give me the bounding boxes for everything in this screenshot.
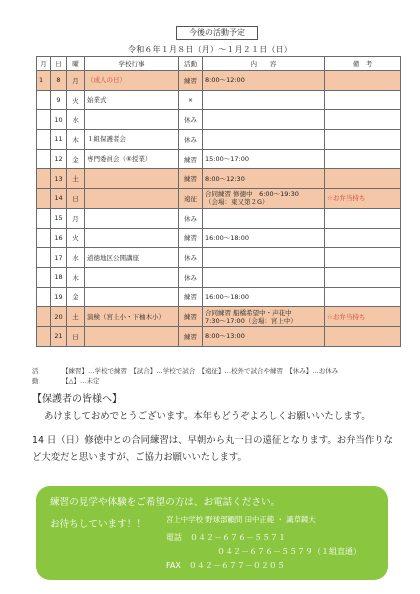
cell-month xyxy=(37,208,51,228)
cell-detail xyxy=(203,130,325,150)
cell-event: 演検（宮上小・下柚木小） xyxy=(85,307,179,327)
contact-tel-1 xyxy=(166,532,286,543)
cell-dow: 木 xyxy=(67,130,85,150)
cell-month xyxy=(37,228,51,248)
legend-label: 活 動 xyxy=(32,367,45,385)
contact-welcome: お待ちしています！！ xyxy=(50,519,146,530)
cell-date: 19 xyxy=(51,287,67,307)
cell-detail xyxy=(203,326,325,346)
cell-dow: 日 xyxy=(67,189,85,209)
cell-activity: 練習 xyxy=(179,326,203,346)
cell-date: 9 xyxy=(51,90,67,110)
table-row xyxy=(37,149,401,169)
table-row xyxy=(37,307,401,327)
cell-activity: 練習 xyxy=(179,287,203,307)
cell-detail xyxy=(203,110,325,130)
cell-dow: 日 xyxy=(67,326,85,346)
table-row xyxy=(37,248,401,268)
detail-line: 8:00～12:00 xyxy=(205,76,245,85)
cell-date: 17 xyxy=(51,248,67,268)
detail-line: 7:30～17:00（会場：宮上中） xyxy=(205,316,297,325)
cell-month xyxy=(37,90,51,110)
cell-event xyxy=(85,110,179,130)
table-row xyxy=(37,267,401,287)
cell-event: 始業式 xyxy=(85,90,179,110)
col-dow: 曜 xyxy=(67,57,85,71)
cell-event xyxy=(85,169,179,189)
cell-event: 専門委員会（⑥授業） xyxy=(85,149,179,169)
cell-event xyxy=(85,189,179,209)
cell-remarks xyxy=(325,71,401,91)
detail-line: 合同練習 船橋希望中・声花中 xyxy=(205,308,292,317)
cell-dow: 木 xyxy=(67,267,85,287)
cell-date: 18 xyxy=(51,267,67,287)
detail-line: 8:00～12:30 xyxy=(205,174,245,183)
col-event: 学校行事 xyxy=(85,57,179,71)
cell-dow: 水 xyxy=(67,248,85,268)
cell-remarks xyxy=(325,326,401,346)
cell-activity: 休み xyxy=(179,130,203,150)
cell-dow: 火 xyxy=(67,228,85,248)
cell-detail xyxy=(203,169,325,189)
table-row xyxy=(37,90,401,110)
cell-activity: 休み xyxy=(179,248,203,268)
col-month: 月 xyxy=(37,57,51,71)
col-date: 日 xyxy=(51,57,67,71)
cell-remarks xyxy=(325,287,401,307)
tel-number-1: ０４２－６７６－５５７１ xyxy=(190,533,286,542)
cell-remarks xyxy=(325,149,401,169)
guardian-heading: 【保護者の皆様へ】 xyxy=(32,394,122,405)
cell-activity: 練習 xyxy=(179,169,203,189)
cell-month xyxy=(37,149,51,169)
cell-date: 10 xyxy=(51,110,67,130)
cell-activity: 練習 xyxy=(179,149,203,169)
cell-dow: 金 xyxy=(67,149,85,169)
cell-remarks xyxy=(325,228,401,248)
detail-line: 16:00～18:00 xyxy=(205,233,249,242)
cell-month xyxy=(37,307,51,327)
table-row xyxy=(37,169,401,189)
cell-date: 15 xyxy=(51,208,67,228)
cell-month xyxy=(37,169,51,189)
detail-line: 8:00～13:00 xyxy=(205,332,245,341)
cell-activity: 休み xyxy=(179,110,203,130)
col-detail: 内 容 xyxy=(203,57,325,71)
cell-date: 13 xyxy=(51,169,67,189)
cell-date: 11 xyxy=(51,130,67,150)
cell-month xyxy=(37,189,51,209)
table-row xyxy=(37,287,401,307)
cell-dow: 土 xyxy=(67,307,85,327)
cell-date: 20 xyxy=(51,307,67,327)
contact-fax xyxy=(166,560,285,571)
cell-activity: 練習 xyxy=(179,228,203,248)
table-row xyxy=(37,130,401,150)
table-row xyxy=(37,326,401,346)
cell-remarks xyxy=(325,267,401,287)
cell-remarks xyxy=(325,169,401,189)
cell-detail xyxy=(203,287,325,307)
cell-detail xyxy=(203,71,325,91)
cell-activity: 練習 xyxy=(179,71,203,91)
cell-month xyxy=(37,248,51,268)
cell-remarks xyxy=(325,208,401,228)
legend-line-1: 【練習】…学校で練習 【試合】…学校で試合 【遠征】…校外で試合や練習 【休み】…お休み xyxy=(62,367,339,375)
cell-activity: × xyxy=(179,90,203,110)
detail-line: 合同練習 修徳中 6:00～19:30 xyxy=(205,190,299,199)
cell-date: 8 xyxy=(51,71,67,91)
cell-detail xyxy=(203,307,325,327)
cell-activity: 休み xyxy=(179,208,203,228)
tel-number-2: ０４２－６７６－５５７９（１組直通） xyxy=(217,547,361,556)
cell-dow: 火 xyxy=(67,90,85,110)
cell-month xyxy=(37,110,51,130)
cell-date: 14 xyxy=(51,189,67,209)
cell-dow: 月 xyxy=(67,208,85,228)
cell-detail xyxy=(203,228,325,248)
cell-remarks: ☆お弁当持ち xyxy=(325,307,401,327)
cell-remarks xyxy=(325,130,401,150)
cell-date: 12 xyxy=(51,149,67,169)
greeting-paragraph: あけましておめでとうございます。本年もどうぞよろしくお願いいたします。 xyxy=(44,411,371,422)
cell-date: 16 xyxy=(51,228,67,248)
fax-number: ０４２－６７７－０２０５ xyxy=(188,561,285,570)
tel-label: 電話 xyxy=(166,533,182,542)
contact-box xyxy=(36,486,388,580)
cell-event xyxy=(85,208,179,228)
cell-activity: 休み xyxy=(179,267,203,287)
table-row xyxy=(37,71,401,91)
cell-event: 道徳地区公開講座 xyxy=(85,248,179,268)
detail-line: 16:00～18:00 xyxy=(205,292,249,301)
cell-detail xyxy=(203,208,325,228)
table-header-row xyxy=(37,57,401,71)
cell-month xyxy=(37,130,51,150)
cell-event xyxy=(85,287,179,307)
legend-line-2: 【△】…未定 xyxy=(62,377,100,385)
schedule-table xyxy=(36,56,401,347)
cell-month xyxy=(37,326,51,346)
cell-remarks: ☆お弁当持ち xyxy=(325,189,401,209)
fax-label: FAX xyxy=(166,561,181,570)
cell-event: １組保護者会 xyxy=(85,130,179,150)
cell-event xyxy=(85,326,179,346)
cell-detail xyxy=(203,267,325,287)
contact-school: 宮上中学校 野球部顧問 田中正範 ・ 識草鏡大 xyxy=(166,515,316,524)
cell-month xyxy=(37,287,51,307)
date-range: 令和６年１月８日（月）～１月２１日（日） xyxy=(128,45,292,54)
cell-remarks xyxy=(325,90,401,110)
cell-event xyxy=(85,267,179,287)
detail-line: 15:00～17:00 xyxy=(205,155,249,164)
cell-dow: 水 xyxy=(67,110,85,130)
schedule-title: 今後の活動予定 xyxy=(176,26,258,40)
contact-invite: 練習の見学や体験をご希望の方は、お電話ください。 xyxy=(50,497,281,508)
cell-dow: 金 xyxy=(67,287,85,307)
cell-dow: 土 xyxy=(67,169,85,189)
table-row xyxy=(37,208,401,228)
cell-month: 1 xyxy=(37,71,51,91)
table-row xyxy=(37,110,401,130)
cell-date: 21 xyxy=(51,326,67,346)
cell-remarks xyxy=(325,248,401,268)
detail-line: （会場：東又第２G） xyxy=(205,198,269,207)
cell-month xyxy=(37,267,51,287)
cell-activity: 遠征 xyxy=(179,189,203,209)
cell-activity: 練習 xyxy=(179,307,203,327)
cell-detail xyxy=(203,248,325,268)
col-remarks: 備 考 xyxy=(325,57,401,71)
cell-event: （成人の日） xyxy=(85,71,179,91)
cell-detail xyxy=(203,189,325,209)
cell-detail xyxy=(203,149,325,169)
cell-event xyxy=(85,228,179,248)
cell-remarks xyxy=(325,110,401,130)
table-row xyxy=(37,189,401,209)
cell-dow: 月 xyxy=(67,71,85,91)
notice-paragraph: 14 日（日）修徳中との合同練習は、早朝から丸一日の遠征となります。お弁当作りなど大変だと思いますが、ご協力お願いいたします。 xyxy=(32,435,394,463)
col-activity: 活動 xyxy=(179,57,203,71)
table-row xyxy=(37,228,401,248)
cell-detail xyxy=(203,90,325,110)
